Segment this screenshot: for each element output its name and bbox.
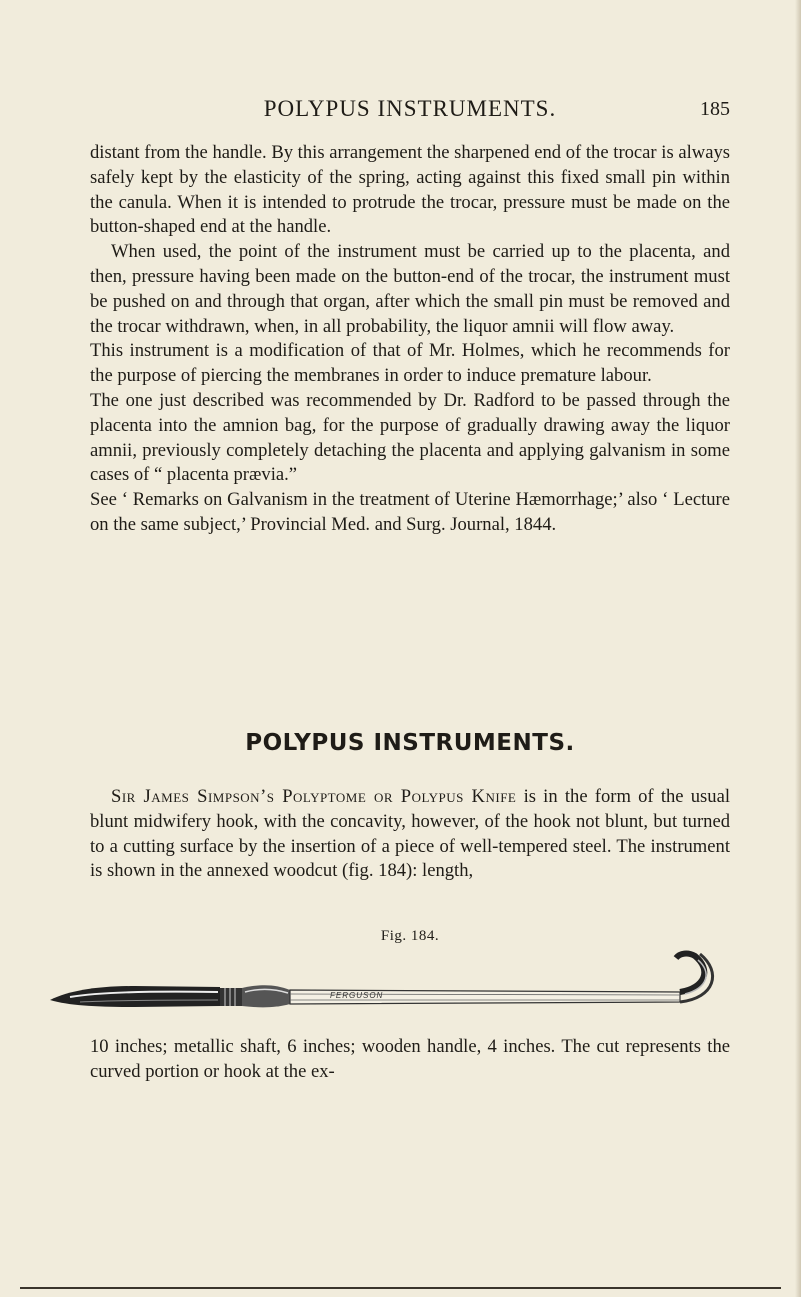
paragraph: This instrument is a modification of that of Mr. Holmes, which he recommends for the purpose of piercing the membranes in order to induce premature labour.: [90, 340, 730, 387]
paragraph: When used, the point of the instrument must be carried up to the placenta, and then, pressure having been made on the button-end of the trocar, the instrument must be pushed on and through that organ, after which the small pin must be removed and the trocar withdrawn, when, in all probability, the liquor amnii will flow away.: [90, 241, 730, 337]
running-head: [90, 96, 730, 126]
page-bottom-edge: [20, 1287, 781, 1289]
paragraph: The one just described was recommended by Dr. Radford to be passed through the placenta into the amnion bag, for the purpose of gradually drawing away the liquor amnii, previously completely detaching the placenta and applying galvanism in some cases of “ placenta prævia.”: [90, 389, 730, 486]
running-title: POLYPUS INSTRUMENTS.: [263, 96, 557, 121]
instrument-name: Sir James Simpson’s Polyptome or Polypus Knife: [111, 786, 517, 807]
figure-caption: Fig. 184.: [380, 928, 440, 944]
polyptome-illustration: [40, 950, 720, 1025]
section-body: [90, 785, 730, 884]
engraver-signature: FERGUSON: [330, 991, 384, 1000]
page-edge-shadow: [795, 0, 801, 1297]
paragraph: distant from the handle. By this arrangement the sharpened end of the trocar is always safely kept by the elasticity of the spring, acting against this fixed small pin within the canula. When it is intended to protrude the trocar, pressure must be made on the button-shaped end at the handle.: [90, 142, 730, 238]
section-heading: POLYPUS INSTRUMENTS.: [245, 730, 575, 756]
page-number: 185: [700, 98, 730, 120]
figure-polyptome: [40, 950, 720, 1025]
closing-text: [90, 1035, 730, 1085]
paragraph: 10 inches; metallic shaft, 6 inches; wooden handle, 4 inches. The cut represents the curved portion or hook at the ex-: [90, 1036, 730, 1082]
body-text: [90, 141, 730, 538]
paragraph-text: is in the form of the usual blunt midwifery hook, with the concavity, however, of the hook not blunt, but turned to a cutting surface by the insertion of a piece of well-tempered steel. The instrument is shown in the annexed woodcut (fig. 184): length,: [90, 786, 730, 882]
paragraph: See ‘ Remarks on Galvanism in the treatment of Uterine Hæmorrhage;’ also ‘ Lecture on the same subject,’ Provincial Med. and Surg. Journal, 1844.: [90, 489, 730, 535]
paragraph: [90, 785, 730, 884]
